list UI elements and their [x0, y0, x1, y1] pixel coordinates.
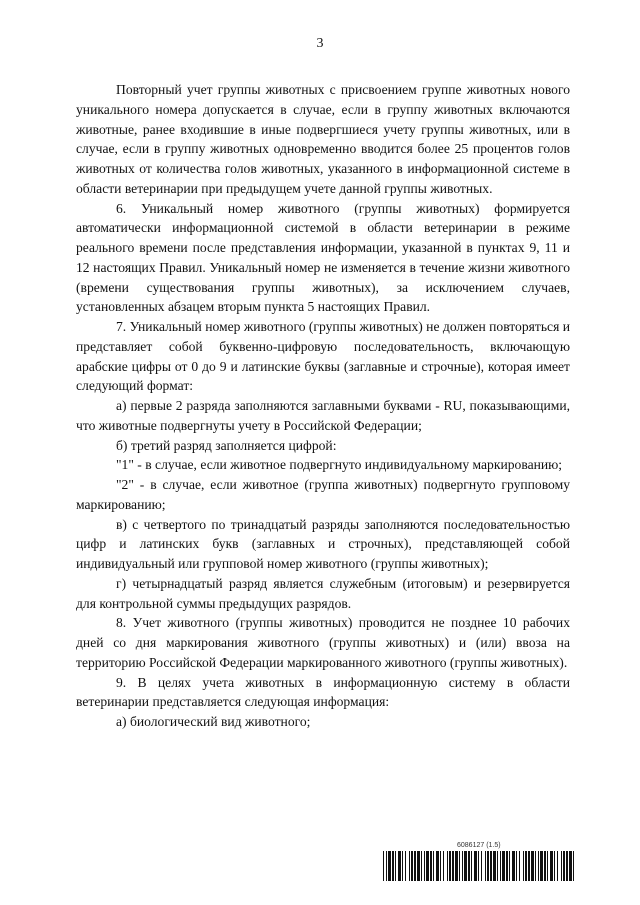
paragraph: в) с четвертого по тринадцатый разряды заполняются последовательностью цифр и латинских букв (заглавных и строчных), представляющей собой индивидуальный или групповой номер животного (группы животных);: [76, 516, 570, 571]
paragraph: б) третий разряд заполняется цифрой:: [116, 437, 337, 453]
paragraph: 6. Уникальный номер животного (группы животных) формируется автоматически информационной системой в области ветеринарии в режиме реального времени после представления информации, указанной в пунктах 9, 11 и 12 настоящих Правил. Уникальный номер не изменяется в течение жизни животного (времени существования группы животных), за исключением случаев, установленных абзацем вторым пункта 5 настоящих Правил.: [76, 200, 570, 315]
paragraph: 7. Уникальный номер животного (группы животных) не должен повторяться и представляет собой буквенно-цифровую последовательность, включающую арабские цифры от 0 до 9 и латинские буквы (заглавные и строчные), которая имеет следующий формат:: [76, 319, 570, 394]
paragraph: "2" - в случае, если животное (группа животных) подвергнуто групповому маркированию;: [76, 477, 570, 512]
paragraph: а) первые 2 разряда заполняются заглавными буквами - RU, показывающими, что животные подвергнуты учету в Российской Федерации;: [76, 398, 570, 433]
barcode-caption: 6086127 (1.5): [457, 842, 501, 849]
document-body: [76, 80, 570, 732]
paragraph: 9. В целях учета животных в информационную систему в области ветеринарии представляется следующая информация:: [76, 674, 570, 710]
page-number: 3: [316, 36, 324, 51]
paragraph: г) четырнадцатый разряд является служебным (итоговым) и резервируется для контрольной суммы предыдущих разрядов.: [76, 575, 570, 611]
paragraph: "1" - в случае, если животное подвергнуто индивидуальному маркированию;: [116, 457, 563, 473]
paragraph: Повторный учет группы животных с присвоением группе животных нового уникального номера допускается в случае, если в группу животных включаются животные, ранее входившие в иные подвергшиеся учету группы животных, или в случае, если в группу животных одновременно вводится более 25 процентов голов животных от количества голов животных, указанного в информационной системе в области ветеринарии при предыдущем учете данной группы животных.: [76, 82, 570, 196]
barcode: [383, 842, 575, 882]
barcode-icon: [383, 851, 575, 881]
paragraph: а) биологический вид животного;: [116, 714, 311, 729]
paragraph: 8. Учет животного (группы животных) проводится не позднее 10 рабочих дней со дня маркирования животного (группы животных) и (или) ввоза на территорию Российской Федерации маркированного животного (группы животных).: [76, 615, 570, 670]
